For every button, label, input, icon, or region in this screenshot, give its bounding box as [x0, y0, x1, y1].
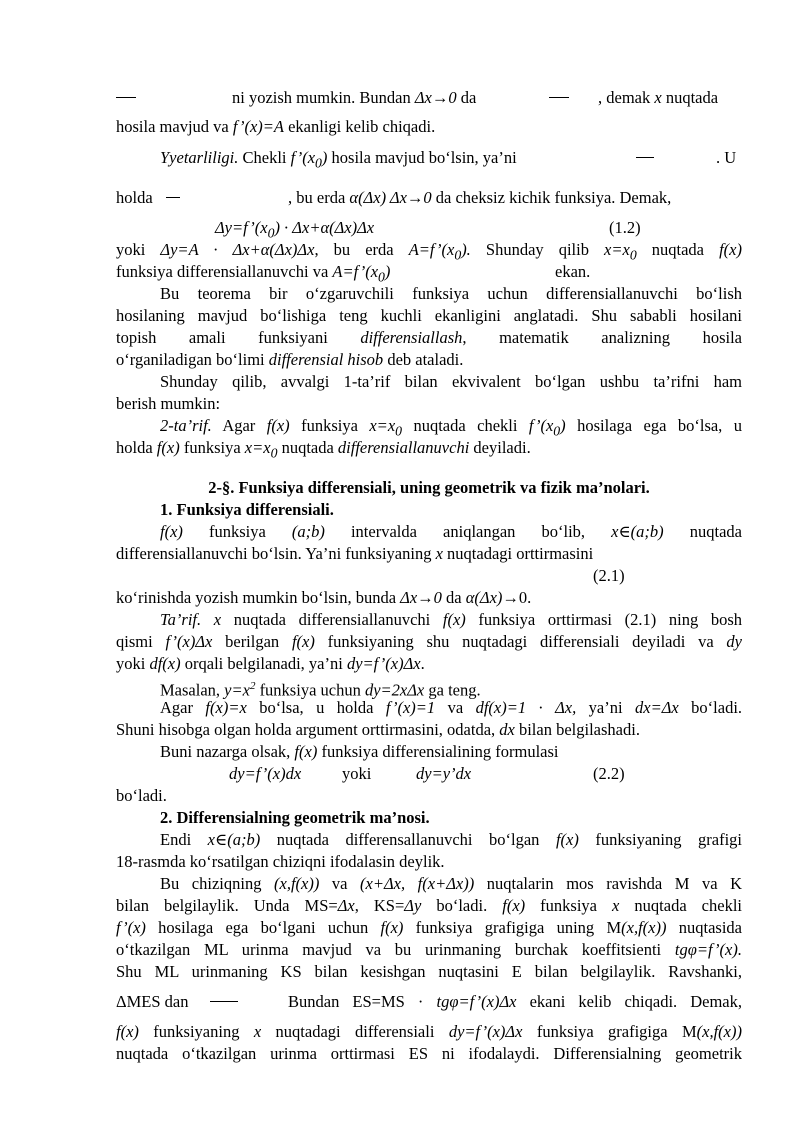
text-line: [116, 588, 742, 608]
math: f(x)=x: [205, 698, 247, 717]
text: Buni nazarga olsak,: [160, 742, 295, 761]
text: funksiya: [289, 416, 370, 435]
math: dy: [726, 632, 742, 651]
math: f’(x): [116, 918, 146, 937]
text: funksiya: [525, 896, 613, 915]
formula-fraction-bar: [210, 1001, 238, 1002]
text-line: [232, 88, 476, 108]
text: . U: [716, 148, 737, 167]
text: nuqtada: [636, 240, 720, 259]
text: nuqtadagi differensiali: [261, 1022, 449, 1041]
formula-fraction-bar: [549, 97, 569, 98]
math: dy=2xΔx: [364, 680, 425, 700]
text-line: [116, 306, 742, 326]
text: nuqtada chekli: [402, 416, 529, 435]
math: f(x): [294, 742, 318, 761]
text: va: [319, 874, 361, 893]
term: differensiallanuvchi: [337, 438, 470, 457]
text-line: [116, 350, 742, 370]
math: f(x): [291, 632, 315, 651]
text: yoki: [116, 240, 161, 259]
subsection-heading: 1. Funksiya differensiali.: [160, 500, 334, 519]
math: f’(x)=1: [385, 698, 436, 717]
math: f(x): [719, 240, 742, 259]
math: (x,f(x)): [696, 1022, 742, 1041]
text-line: [116, 654, 742, 674]
math: f(x): [380, 918, 404, 937]
text: berilgan: [212, 632, 292, 651]
text: , bu erda: [314, 240, 409, 259]
text: yoki: [342, 764, 372, 783]
text-line: [160, 874, 742, 894]
text-line: [116, 117, 742, 137]
text: hosila mavjud va: [116, 117, 233, 136]
text: funksiyaning grafigi: [578, 830, 742, 849]
text-line: [116, 918, 742, 938]
math: x: [435, 544, 443, 563]
text: ekanligi kelib chiqadi.: [283, 117, 436, 136]
math: f(x): [160, 522, 183, 541]
text: [201, 610, 214, 629]
term: differensial hisob: [268, 350, 384, 369]
math: dx=Δx: [635, 698, 679, 717]
text: nuqtada chekli: [619, 896, 742, 915]
math-sub: 0: [454, 247, 462, 263]
math: Δx→0: [414, 88, 457, 107]
text: da cheksiz kichik funksiya. Demak,: [431, 188, 672, 207]
math: ): [321, 148, 328, 167]
text: Endi: [160, 830, 208, 849]
text-line: [160, 148, 517, 173]
text: funksiya uchun: [255, 680, 365, 700]
text: orqali belgilanadi, ya’ni: [180, 654, 347, 673]
text-line: [116, 394, 742, 414]
math: f(x): [116, 1022, 139, 1041]
text: qismi: [116, 632, 166, 651]
text: hosilaga ega bo‘lgani uchun: [145, 918, 381, 937]
text: ekani kelib chiqadi. Demak,: [516, 992, 743, 1011]
text: funksiya grafigiga uning M: [403, 918, 622, 937]
text: nuqtada: [277, 438, 338, 457]
math-sub: 0: [629, 247, 637, 263]
math: ) · Δx+α(Δx)Δx: [274, 218, 375, 237]
text: funksiya grafigiga M: [522, 1022, 697, 1041]
math: y=x: [224, 680, 250, 700]
math: x=x: [604, 240, 630, 259]
math: ).: [461, 240, 471, 259]
text: hosila mavjud bo‘lsin, ya’ni: [327, 148, 517, 167]
math: tgφ=f’(x)Δx: [436, 992, 517, 1011]
text-line: [160, 676, 742, 701]
text: nuqtasida: [666, 918, 742, 937]
text: bo‘ladi.: [678, 698, 743, 717]
formula-fraction-bar: [116, 97, 136, 98]
math: x∈(a;b): [611, 522, 664, 541]
text: Masalan,: [160, 680, 225, 700]
math: x: [253, 1022, 262, 1041]
math: tgφ=f’(x).: [674, 940, 742, 959]
math: x: [654, 88, 662, 107]
text-line: [160, 610, 742, 630]
math: (a;b): [291, 522, 325, 541]
text: funksiyaning: [138, 1022, 254, 1041]
math: x: [612, 896, 620, 915]
math: ): [384, 262, 391, 281]
equation-number: (1.2): [609, 218, 641, 237]
math: f(x): [156, 438, 180, 457]
math-sub: 0: [395, 423, 403, 439]
text-line: bo‘ladi.: [116, 786, 167, 805]
text-line: [116, 328, 742, 348]
math: x=x: [244, 438, 271, 457]
math-sub: 0: [270, 445, 278, 461]
text: va: [435, 698, 476, 717]
text: 0.: [518, 588, 532, 607]
text: nuqtada differensiallanuvchi: [221, 610, 443, 629]
text: holda: [116, 438, 157, 457]
math: ): [560, 416, 566, 435]
math: Δy=A · Δx+α(Δx)Δx: [160, 240, 315, 259]
text: holda: [116, 188, 153, 207]
text: ni yozish mumkin. Bundan: [232, 88, 415, 107]
text-line: nuqtada o‘tkazilgan urinma orttirmasi ES ni ifodalaydi. Differensialning geometrik: [116, 1044, 742, 1063]
math: dy=f’(x)Δx: [448, 1022, 523, 1041]
text: Shunday qilib, avvalgi 1-ta’rif bilan ekvivalent bo‘lgan ushbu ta’rifni ham: [160, 372, 742, 391]
text-line: [160, 698, 742, 718]
text: da: [456, 88, 477, 107]
text-line: [160, 284, 742, 304]
heading-inline: Yyetarliligi.: [160, 148, 239, 167]
math-sub: 0: [378, 269, 385, 285]
text-line: [116, 940, 742, 960]
text: , bu erda: [288, 188, 350, 207]
text: Agar: [160, 698, 206, 717]
text-line: [288, 188, 671, 208]
text: nuqtada: [663, 522, 742, 541]
math-sub: 0: [553, 423, 561, 439]
subsection-heading: 2. Differensialning geometrik ma’nosi.: [160, 808, 430, 827]
math-sub: 0: [267, 225, 275, 241]
text-line: [116, 632, 742, 652]
math: x=x: [369, 416, 396, 435]
math: x: [213, 610, 222, 629]
text: funksiya: [179, 438, 245, 457]
text-line: Shu ML urinmaning KS bilan kesishgan nuqtasini E bilan belgilaylik. Ravshanki,: [116, 962, 742, 981]
math: df(x): [149, 654, 181, 673]
text: da: [441, 588, 466, 607]
text: nuqtada: [661, 88, 719, 107]
text: topish amali funksiyani: [116, 328, 361, 347]
text: hosilaning mavjud bo‘lishiga teng kuchli ekanligini anglatadi. Shu sababli hosilani: [116, 306, 742, 325]
text: nuqtalarin mos ravishda M va K: [474, 874, 742, 893]
math: A=f’(x: [408, 240, 455, 259]
text-line: [116, 438, 742, 463]
math-sub: 0: [315, 155, 322, 171]
text: o‘rganiladigan bo‘limi: [116, 350, 269, 369]
text: differensiallanuvchi bo‘lsin. Ya’ni funksiyaning: [116, 544, 436, 563]
math: A=f’(x: [332, 262, 379, 281]
text-line: [598, 88, 718, 108]
text-line: [716, 148, 736, 168]
math: α(Δx) Δx→0: [349, 188, 432, 207]
text-line: [160, 522, 742, 542]
text: Agar: [211, 416, 267, 435]
text-line: [116, 896, 742, 916]
text: Shunday qilib: [470, 240, 605, 259]
text: deb ataladi.: [383, 350, 464, 369]
math: Δx: [337, 896, 355, 915]
text: ko‘rinishda yozish mumkin bo‘lsin, bunda: [116, 588, 401, 607]
text: berish mumkin:: [116, 394, 221, 413]
math: f’(x)=A: [232, 117, 284, 136]
text: ya’ni: [576, 698, 636, 717]
math: Δx→0: [400, 588, 442, 607]
text-line: ΔMES dan: [116, 992, 189, 1011]
text: Bundan ES=MS ·: [288, 992, 437, 1011]
math: (x,f(x)): [274, 874, 320, 893]
text: funksiya orttirmasi (2.1) ning bosh: [465, 610, 742, 629]
text: yoki: [116, 654, 150, 673]
math: f(x): [502, 896, 526, 915]
text: , matematik analizning hosila: [462, 328, 742, 347]
equation-number: (2.1): [593, 566, 625, 585]
text: Bu teorema bir o‘zgaruvchili funksiya uchun differensiallanuvchi bo‘lish: [160, 284, 742, 303]
math: (x,f(x)): [621, 918, 667, 937]
math: f’(x: [290, 148, 316, 167]
math: f’(x: [528, 416, 554, 435]
text: bilan belgilashadi.: [514, 720, 640, 739]
text: , KS=: [354, 896, 405, 915]
text-line: [116, 544, 742, 564]
text: Chekli: [238, 148, 291, 167]
text: deyiladi.: [469, 438, 531, 457]
math: Δy=f’(x: [215, 218, 268, 237]
math: f(x): [442, 610, 466, 629]
text: o‘tkazilgan ML urinma mavjud va bu urinmaning burchak koeffitsienti: [116, 940, 675, 959]
text-line: [116, 1022, 742, 1042]
text-line: 18-rasmda ko‘rsatilgan chiziqni ifodalasin deylik.: [116, 852, 445, 871]
text-line: [160, 830, 742, 850]
text: intervalda aniqlangan bo‘lib,: [324, 522, 612, 541]
text: nuqtada differensallanuvchi bo‘lgan: [260, 830, 556, 849]
text: bo‘lsa, u holda: [246, 698, 386, 717]
text: funksiya differensiallanuvchi va: [116, 262, 333, 281]
text: funksiya differensialining formulasi: [317, 742, 559, 761]
math: x∈(a;b): [207, 830, 261, 849]
text: ga teng.: [424, 680, 481, 700]
text: , demak: [598, 88, 655, 107]
text-line: [160, 372, 742, 392]
text-line: [288, 992, 742, 1012]
definition-label: 2-ta’rif.: [160, 416, 212, 435]
formula-2-2-a: dy=f’(x)dx: [229, 764, 302, 783]
text: bilan belgilaylik. Unda MS=: [116, 896, 338, 915]
formula-fraction-bar: [636, 157, 654, 158]
text: bo‘ladi.: [421, 896, 503, 915]
text-line: [160, 742, 742, 762]
math: dy=f’(x)Δx: [346, 654, 421, 673]
section-heading: 2-§. Funksiya differensiali, uning geometrik va fizik ma’nolari.: [208, 478, 650, 497]
math: df(x)=1 · Δx,: [475, 698, 577, 717]
text: nuqtadagi orttirmasini: [442, 544, 594, 563]
text: funksiya: [182, 522, 292, 541]
math-sup: 2: [249, 680, 256, 692]
text: hosilaga ega bo‘lsa, u: [565, 416, 742, 435]
text: .: [420, 654, 425, 673]
text: funksiyaning shu nuqtadagi differensiali deyiladi va: [314, 632, 727, 651]
math: f(x): [555, 830, 579, 849]
math: α(Δx)→: [465, 588, 519, 607]
text: Shuni hisobga olgan holda argument orttirmasini, odatda,: [116, 720, 500, 739]
math: dx: [499, 720, 515, 739]
term: differensiallash: [360, 328, 463, 347]
definition-label: Ta’rif.: [160, 610, 202, 629]
text-line: [116, 188, 153, 208]
text: ekan.: [555, 262, 591, 281]
formula-fraction-bar: [166, 197, 180, 198]
math: f(x): [266, 416, 290, 435]
math: f’(x)Δx: [165, 632, 213, 651]
math: (x+Δx, f(x+Δx)): [360, 874, 475, 893]
text: Bu chiziqning: [160, 874, 275, 893]
math: Δy: [404, 896, 422, 915]
equation-number: (2.2): [593, 764, 625, 783]
text-line: [116, 720, 742, 740]
formula-2-2-b: dy=y’dx: [416, 764, 472, 783]
